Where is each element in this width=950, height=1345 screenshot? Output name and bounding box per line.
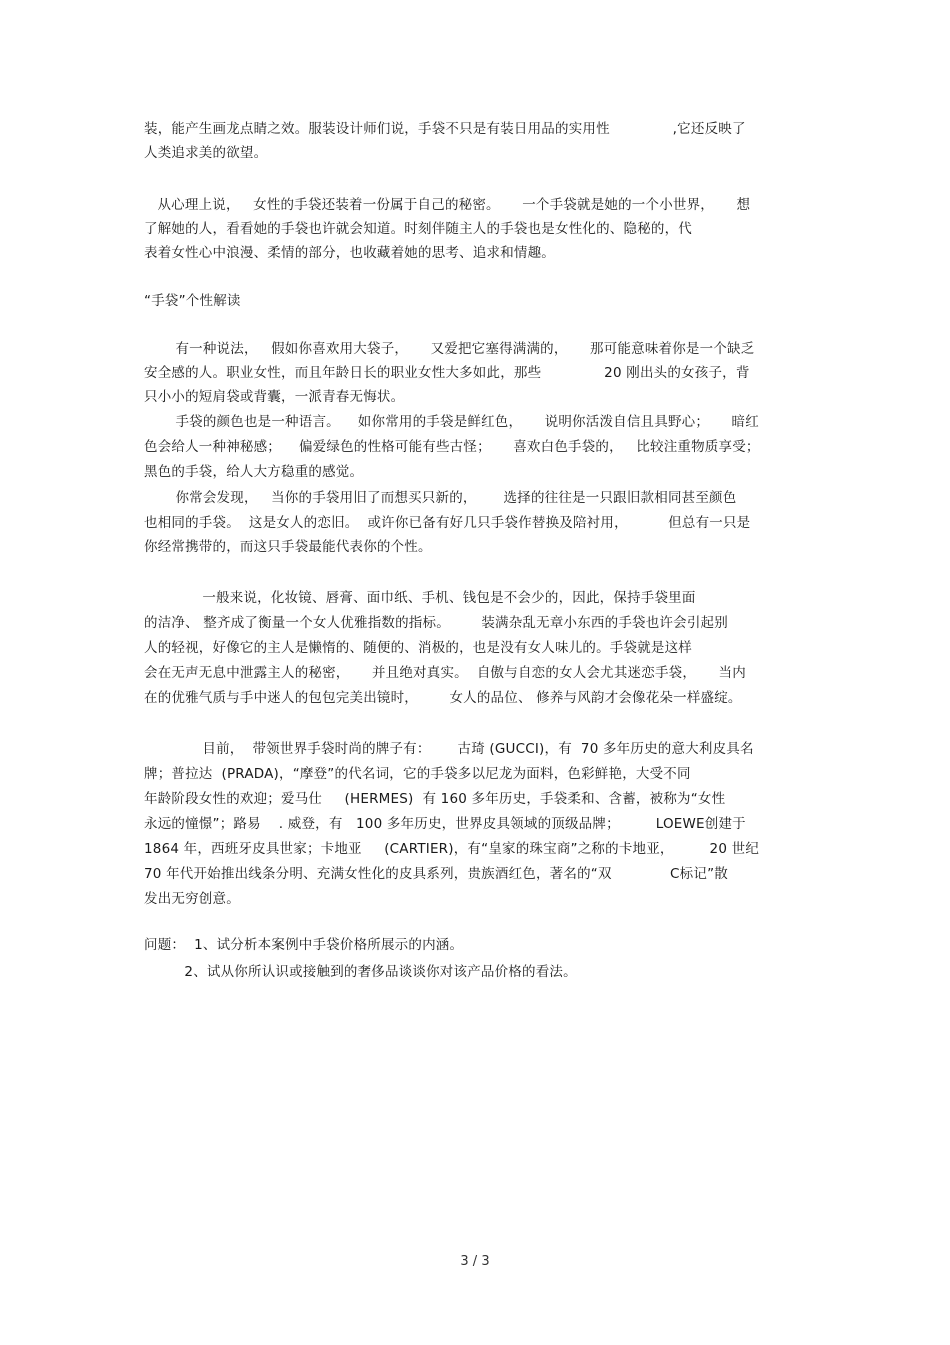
text-line: 只小小的短肩袋或背囊，一派青春无悔状。 (144, 389, 405, 405)
text-line: 人类追求美的欲望。 (144, 145, 268, 161)
question-line: 问题： 1、试分析本案例中手袋价格所展示的内涵。 (144, 937, 464, 953)
text-line: 永远的憧憬”；路易 . 威登，有 100 多年历史，世界皮具领域的顶级品牌； LOEWE创建于 (144, 816, 746, 832)
text-line: 你常会发现， 当你的手袋用旧了而想买只新的， 选择的往往是一只跟旧款相同甚至颜色 (144, 490, 737, 506)
text-line: 一般来说，化妆镜、唇膏、面巾纸、手机、钱包是不会少的，因此，保持手袋里面 (144, 590, 696, 606)
text-line: 70 年代开始推出线条分明、充满女性化的皮具系列，贵族酒红色，著名的“双 C标记”散 (144, 866, 728, 882)
text-line: 安全感的人。职业女性，而且年龄日长的职业女性大多如此，那些 20 刚出头的女孩子，背 (144, 365, 750, 381)
text-line: 目前， 带领世界手袋时尚的牌子有： 古琦 (GUCCI)，有 70 多年历史的意大利皮具名 (144, 741, 754, 757)
page-number: 3 / 3 (460, 1254, 490, 1269)
text-line: 年龄阶段女性的欢迎；爱马仕 (HERMES) 有 160 多年历史，手袋柔和、含蓄，被称为“女性 (144, 791, 726, 807)
text-line: 1864 年，西班牙皮具世家；卡地亚 (CARTIER)，有“皇家的珠宝商”之称的卡地亚， 20 世纪 (144, 841, 760, 857)
text-line: 色会给人一种神秘感； 偏爱绿色的性格可能有些古怪； 喜欢白色手袋的， 比较注重物质享受； (144, 439, 760, 455)
text-line: 表着女性心中浪漫、柔情的部分，也收藏着她的思考、追求和情趣。 (144, 245, 555, 261)
text-line: 也相同的手袋。 这是女人的恋旧。 或许你已备有好几只手袋作替换及陪衬用， 但总有一只是 (144, 515, 751, 531)
text-line: 了解她的人，看看她的手袋也许就会知道。时刻伴随主人的手袋也是女性化的、隐秘的，代 (144, 221, 692, 237)
text-line: 会在无声无息中泄露主人的秘密， 并且绝对真实。 自傲与自恋的女人会尤其迷恋手袋， 当内 (144, 665, 746, 681)
text-line: 的洁净、 整齐成了衡量一个女人优雅指数的指标。 装满杂乱无章小东西的手袋也许会引起别 (144, 615, 728, 631)
text-line: 牌；普拉达 (PRADA)，“摩登”的代名词，它的手袋多以尼龙为面料，色彩鲜艳，大受不同 (144, 766, 691, 782)
text-line: 从心理上说， 女性的手袋还装着一份属于自己的秘密。 一个手袋就是她的一个小世界， 想 (144, 197, 751, 213)
question-line: 2、试从你所认识或接触到的奢侈品谈谈你对该产品价格的看法。 (144, 964, 577, 980)
text-line: 发出无穷创意。 (144, 891, 240, 907)
text-line: 人的轻视，好像它的主人是懒惰的、随便的、消极的，也是没有女人味儿的。手袋就是这样 (144, 640, 692, 656)
text-line: 手袋的颜色也是一种语言。 如你常用的手袋是鲜红色， 说明你活泼自信且具野心； 暗红 (144, 414, 759, 430)
text-line: 黑色的手袋，给人大方稳重的感觉。 (144, 464, 364, 480)
text-line: 有一种说法， 假如你喜欢用大袋子， 又爱把它塞得满满的， 那可能意味着你是一个缺乏 (144, 341, 755, 357)
text-line: 你经常携带的，而这只手袋最能代表你的个性。 (144, 539, 432, 555)
text-line: 在的优雅气质与手中迷人的包包完美出镜时， 女人的品位、 修养与风韵才会像花朵一样盛绽。 (144, 690, 742, 706)
section-heading: “手袋”个性解读 (144, 293, 241, 309)
text-line: 装，能产生画龙点睛之效。服装设计师们说，手袋不只是有装日用品的实用性 ,它还反映了 (144, 121, 746, 137)
